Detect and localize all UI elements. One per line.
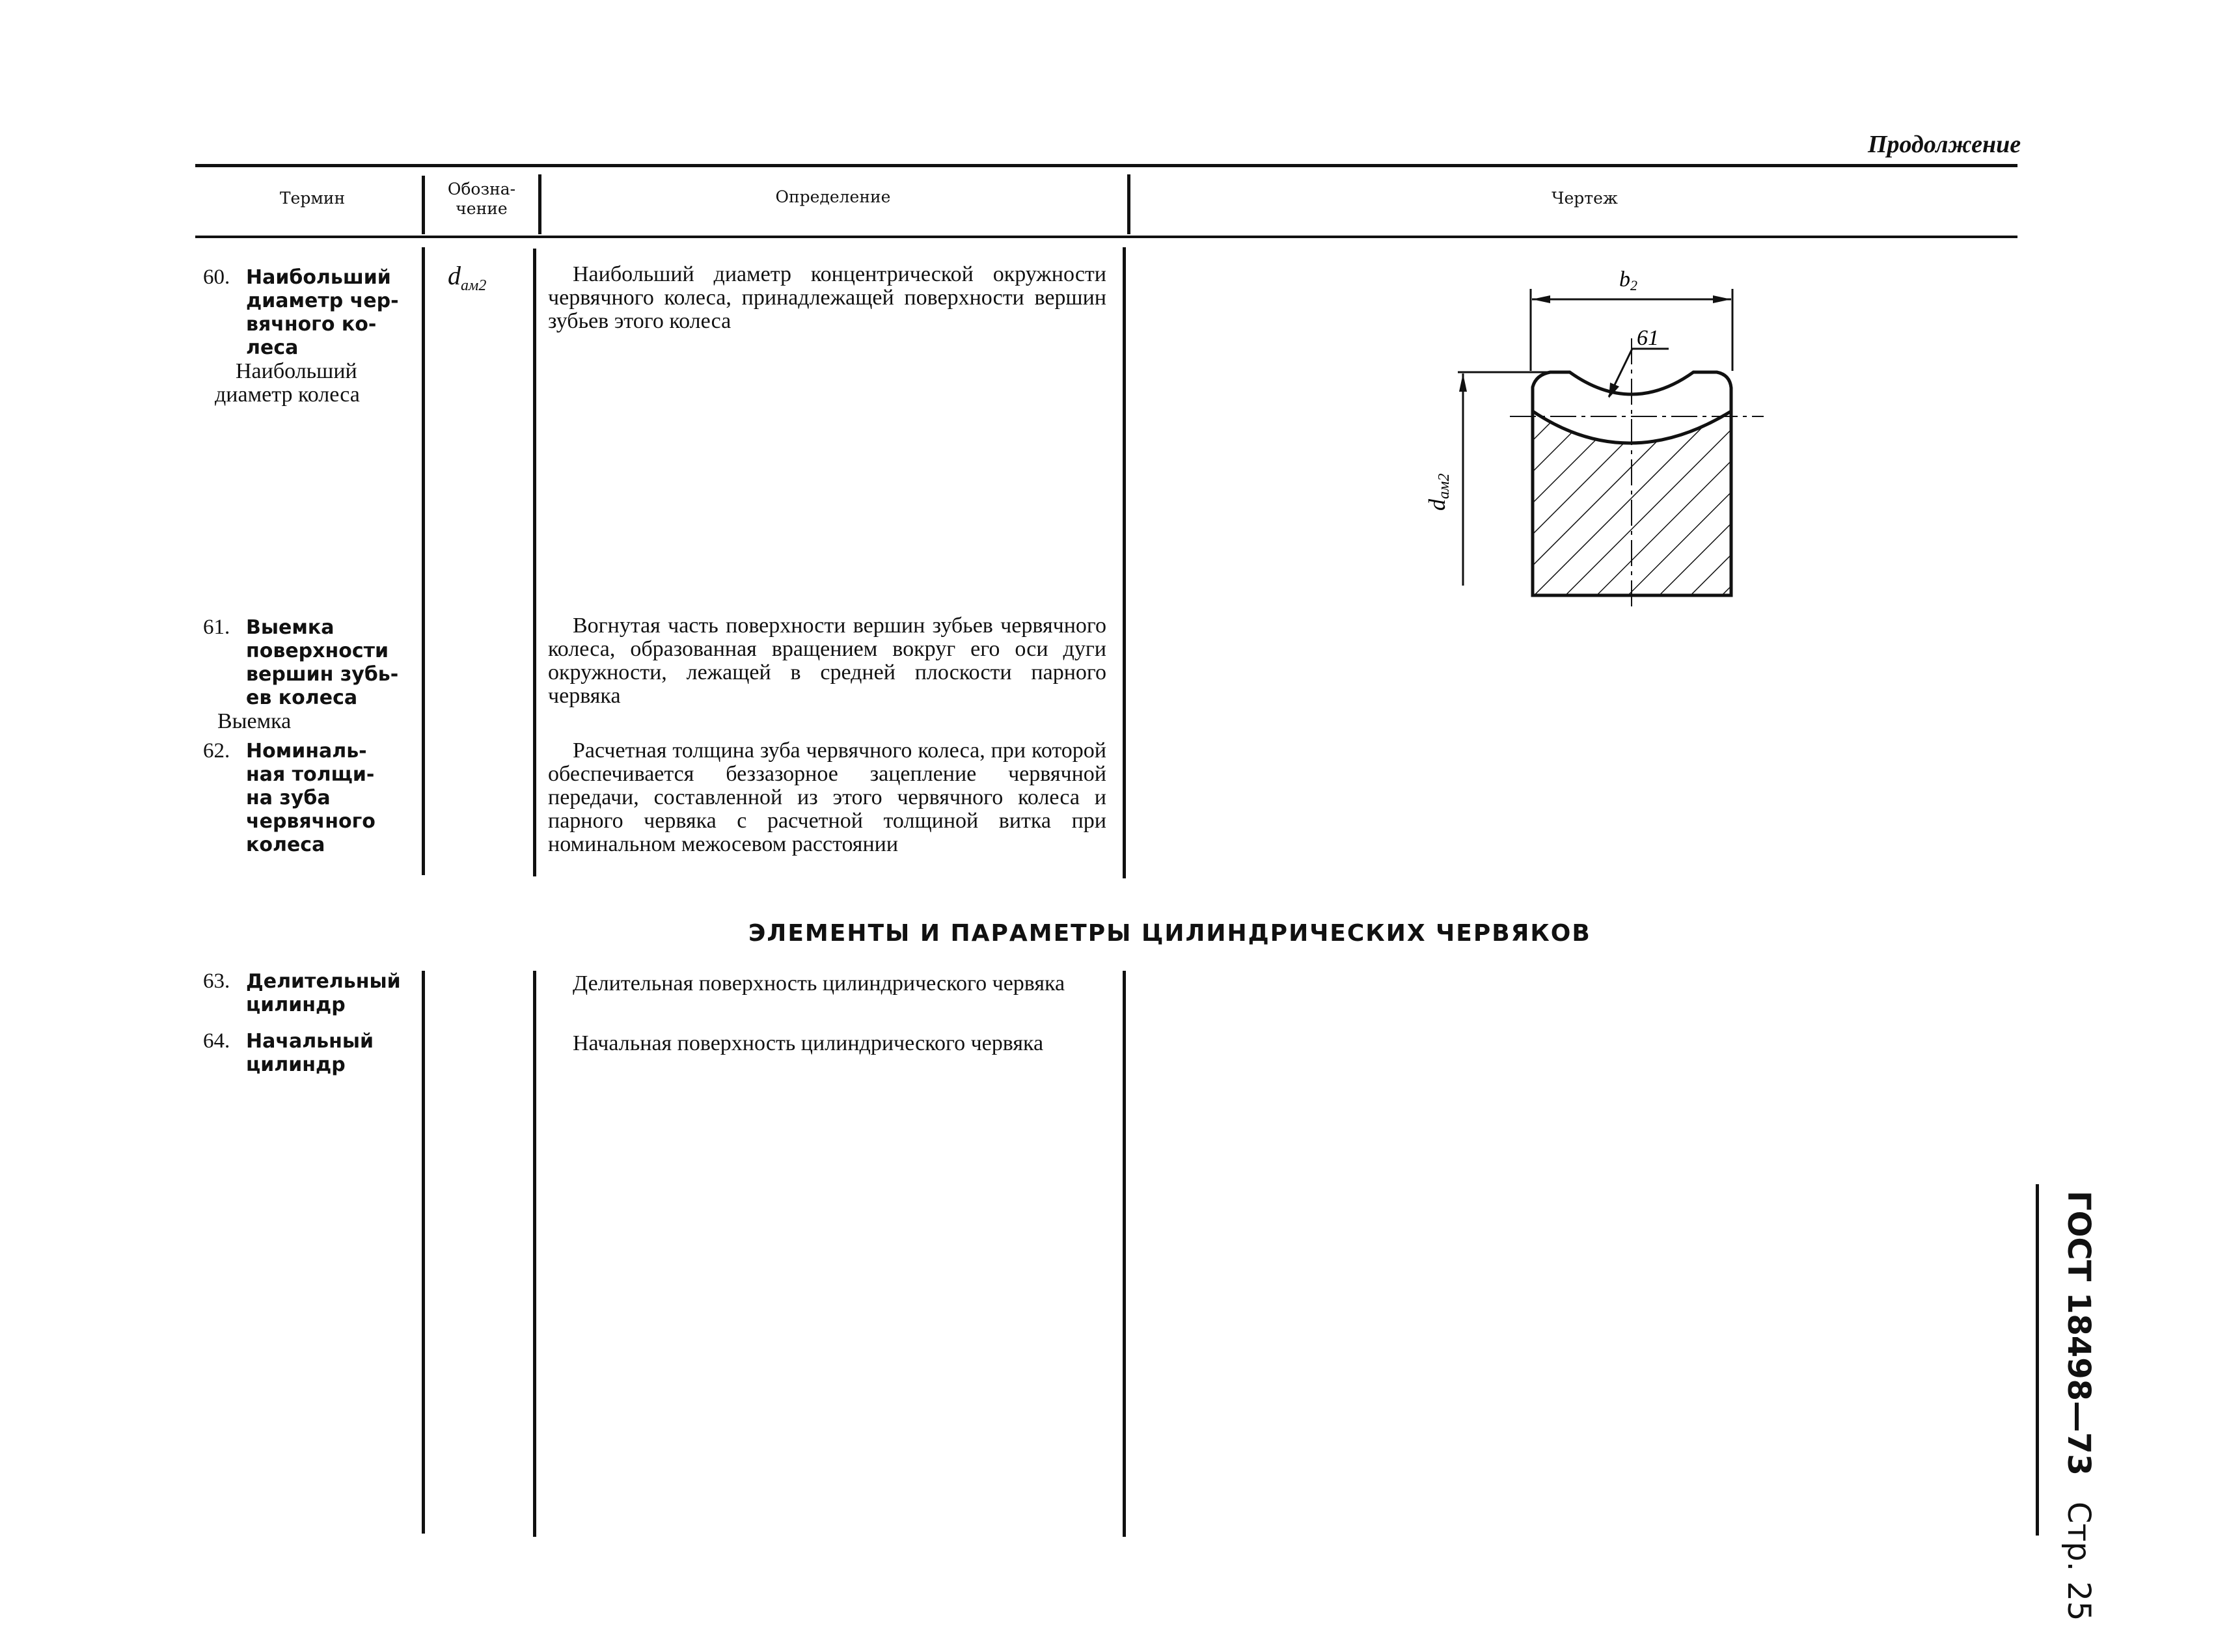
definition-row-64 <box>548 1032 1106 1055</box>
term-line: поверхности <box>246 640 389 662</box>
term-row-64 <box>203 1029 418 1077</box>
synonym-line: диаметр колеса <box>215 383 360 407</box>
definition-text: Расчетная толщина зуба червячного колеса, при которой обеспечивается беззазорное зацепление червячной передачи, составленной из этого червячного колеса и парного червяка с расчетной толщиной витка при номинальном межосевом расстоянии <box>548 738 1106 856</box>
term-row-62 <box>203 739 418 857</box>
arrow-right <box>1713 295 1731 303</box>
continuation-label: Продолжение <box>1868 131 2021 158</box>
header-divider-2 <box>538 174 541 234</box>
term-number: 60. <box>203 265 230 289</box>
column-line-3-lower <box>1123 971 1126 1537</box>
arrow-left <box>1532 295 1550 303</box>
side-standard-label <box>2060 1191 2097 1621</box>
term-line: Выемка <box>246 616 335 639</box>
callout-arrow <box>1609 383 1619 398</box>
term-line: Номиналь- <box>246 740 367 763</box>
term-number: 62. <box>203 739 230 763</box>
header-definition: Определение <box>775 187 891 206</box>
standard-number: ГОСТ 18498—73 <box>2060 1191 2097 1476</box>
synonym-line: Выемка <box>217 709 292 733</box>
term-line: Наибольший <box>246 266 391 289</box>
worm-wheel-drawing <box>1399 260 1803 625</box>
symbol-main: d <box>448 261 461 290</box>
label-d: daм2 <box>1424 473 1453 511</box>
term-line: диаметр чер- <box>246 290 399 312</box>
header-drawing: Чертеж <box>1552 189 1618 208</box>
term-line: ев колеса <box>246 686 358 709</box>
header-symbol-line2: чение <box>456 199 508 218</box>
arrow-d <box>1459 373 1467 392</box>
symbol-row-60 <box>448 260 486 295</box>
term-line: Делительный <box>246 970 401 993</box>
term-row-60 <box>203 265 418 407</box>
definition-text: Наибольший диаметр концентрической окружности червячного колеса, принадлежащей поверхности вершин зубьев этого колеса <box>548 262 1106 333</box>
definition-row-61 <box>548 614 1106 708</box>
label-61: 61 <box>1637 326 1659 350</box>
column-line-1-lower <box>422 971 425 1534</box>
definition-row-63 <box>548 972 1106 995</box>
term-line: цилиндр <box>246 994 346 1016</box>
term-row-61 <box>203 616 418 733</box>
term-line: вячного ко- <box>246 313 377 336</box>
page-number: Стр. 25 <box>2060 1501 2097 1621</box>
term-number: 63. <box>203 969 230 993</box>
header-symbol <box>430 180 534 219</box>
term-number: 64. <box>203 1029 230 1053</box>
definition-row-62 <box>548 739 1106 856</box>
synonym-line: Наибольший <box>236 359 357 383</box>
definition-text: Начальная поверхность цилиндрического червяка <box>573 1031 1044 1055</box>
symbol-sub: ам2 <box>461 277 487 294</box>
term-line: цилиндр <box>246 1053 346 1076</box>
term-line: вершин зубь- <box>246 663 399 686</box>
header-divider-3 <box>1127 174 1130 234</box>
definition-row-60 <box>548 263 1106 333</box>
section-title: ЭЛЕМЕНТЫ И ПАРАМЕТРЫ ЦИЛИНДРИЧЕСКИХ ЧЕРВЯКОВ <box>748 920 1591 947</box>
side-rule <box>2036 1184 2039 1536</box>
term-line: ная толщи- <box>246 763 375 786</box>
term-line: Начальный <box>246 1030 374 1053</box>
header-symbol-line1: Обозна- <box>447 180 516 198</box>
term-line: червячного <box>246 810 376 833</box>
column-line-2-lower <box>533 971 536 1537</box>
column-line-1-upper <box>422 247 425 875</box>
term-number: 61. <box>203 616 230 639</box>
definition-text: Вогнутая часть поверхности вершин зубьев червячного колеса, образованная вращением вокруг его оси дуги окружности, лежащей в средней плоскости парного червяка <box>548 614 1106 708</box>
column-line-3-upper <box>1123 247 1126 878</box>
term-row-63 <box>203 969 418 1017</box>
term-line: на зуба <box>246 787 331 809</box>
definition-text: Делительная поверхность цилиндрического червяка <box>573 971 1065 995</box>
table-top-rule <box>195 164 2017 167</box>
header-bottom-rule <box>195 236 2017 238</box>
term-line: колеса <box>246 833 325 856</box>
term-line: леса <box>246 336 299 359</box>
label-b2: b2 <box>1619 267 1637 293</box>
column-line-2-upper <box>533 249 536 876</box>
header-term: Термин <box>279 189 346 208</box>
header-divider-1 <box>422 176 425 234</box>
